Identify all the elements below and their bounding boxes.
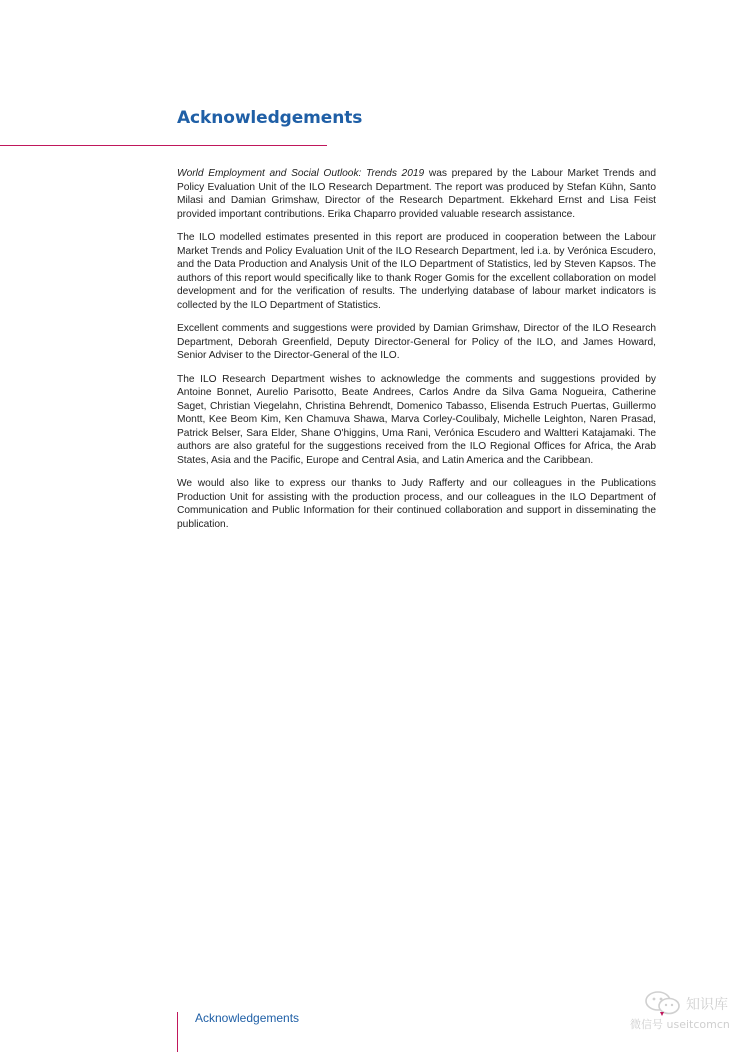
paragraph-5: We would also like to express our thanks to Judy Rafferty and our colleagues in the Publications Production Unit for assisting with the production process, and our colleagues in the ILO Department of Communication and Public Information for their continued collaboration and support in disseminating the publication. xyxy=(177,478,656,530)
watermark xyxy=(628,990,740,1034)
paragraph-4: The ILO Research Department wishes to acknowledge the comments and suggestions provided by Antoine Bonnet, Aurelio Parisotto, Beate Andrees, Carlos Andre da Silva Gama Nogueira, Catherine Saget, Christian Viegelahn, Christina Behrendt, Domenico Tabasso, Elisenda Estruch Puertas, Guillermo Montt, Kee Beom Kim, Ken Chamuva Shawa, Marva Corley-Coulibaly, Michelle Leighton, Naren Prasad, Patrick Belser, Sara Elder, Shane O'higgins, Uma Rani, Verónica Escudero and Waltteri Katajamaki. The authors are also grateful for the suggestions received from the ILO Regional Offices for Africa, the Arab States, Asia and the Pacific, Europe and Central Asia, and Latin America and the Caribbean. xyxy=(177,373,656,466)
watermark-brand-text: 知识库 xyxy=(686,997,728,1013)
acknowledgements-body xyxy=(177,167,656,541)
title-underline-rule xyxy=(0,145,327,146)
paragraph-1 xyxy=(177,167,656,221)
page-title: Acknowledgements xyxy=(177,108,363,128)
paragraph-3: Excellent comments and suggestions were provided by Damian Grimshaw, Director of the ILO Research Department, Deborah Greenfield, Deputy Director-General for Policy of the ILO, and James Howard, Senior Adviser to the Director-General of the ILO. xyxy=(177,323,656,361)
running-footer-label: Acknowledgements xyxy=(195,1011,300,1025)
watermark-account-text: 微信号 useitcomcn xyxy=(630,1018,730,1031)
paragraph-2: The ILO modelled estimates presented in this report are produced in cooperation between the Labour Market Trends and Policy Evaluation Unit of the ILO Research Department, led i.a. by Verónica Escudero, and the Data Production and Analysis Unit of the ILO Department of Statistics, led by Steven Kapsos. The authors of this report would specifically like to thank Roger Gomis for the excellent collaboration on model development and for the verification of results. The underlying database of labour market indicators is collected by the ILO Department of Statistics. xyxy=(177,232,656,311)
footer-vertical-rule xyxy=(177,1012,178,1052)
paragraph-1-text: was prepared by the Labour Market Trends and Policy Evaluation Unit of the ILO Research Department. The report was produced by Stefan Kühn, Santo Milasi and Damian Grimshaw, Director of the Research Department. Ekkehard Ernst and Lisa Feist provided important contributions. Erika Chaparro provided valuable research assistance. xyxy=(177,168,656,220)
report-title-italic: World Employment and Social Outlook: Trends 2019 xyxy=(177,168,425,179)
